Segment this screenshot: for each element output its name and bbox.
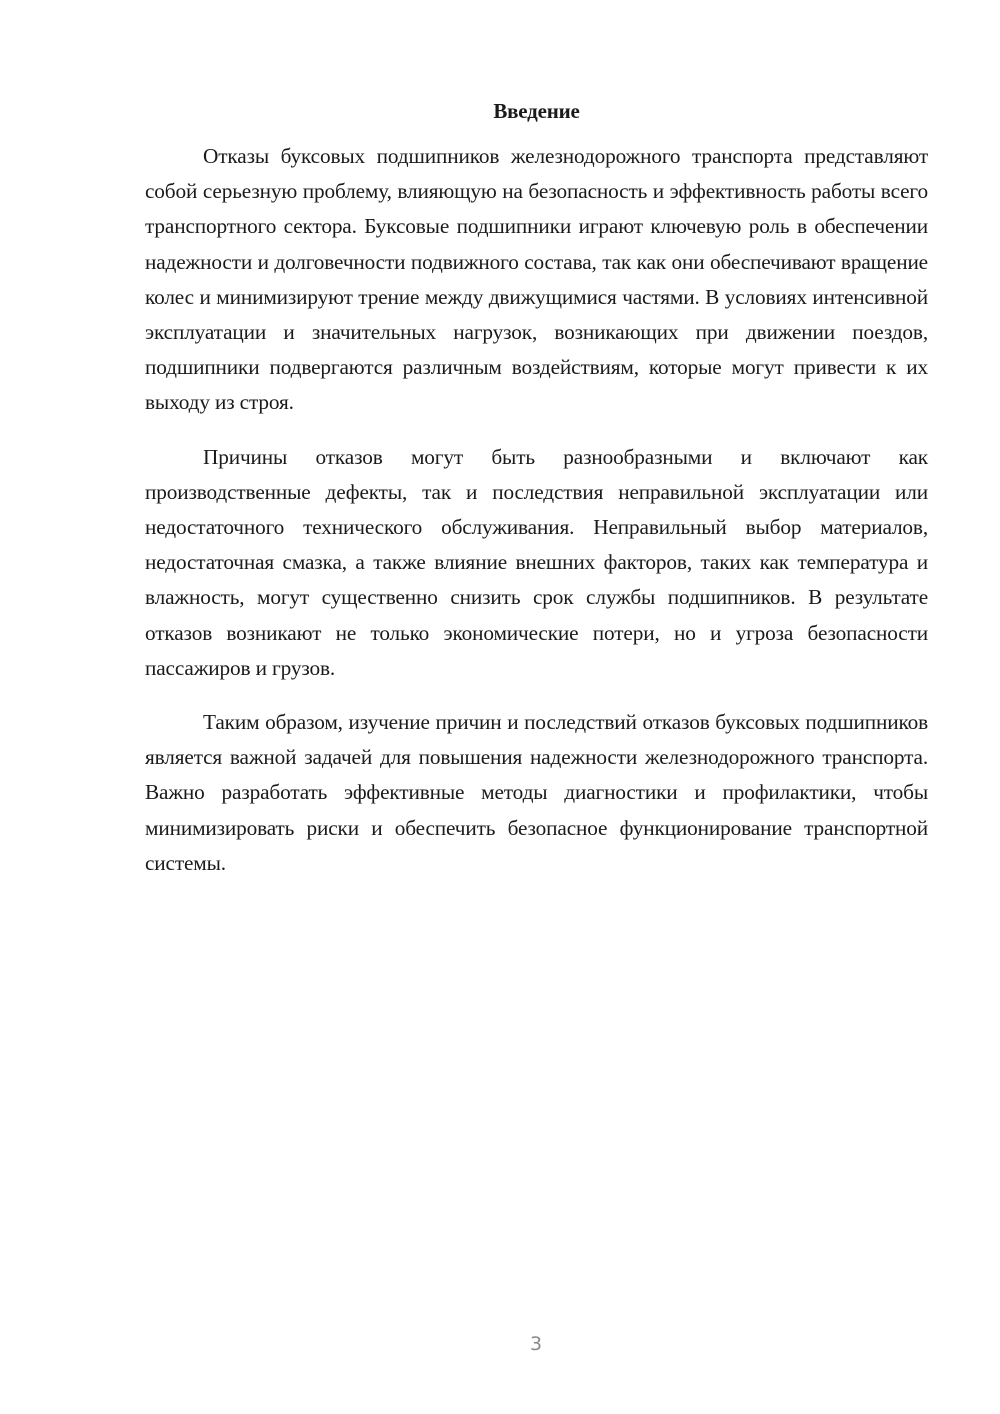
page-number: 3 [529, 1333, 543, 1355]
document-page [145, 95, 928, 900]
section-title: Введение [493, 99, 580, 123]
paragraph-3: Таким образом, изучение причин и последствий отказов буксовых подшипников является важной задачей для повышения надежности железнодорожного транспорта. Важно разработать эффективные методы диагностики и профилактики, чтобы минимизировать риски и обеспечить безопасное функционирование транспортной системы. [145, 710, 928, 875]
paragraph-1: Отказы буксовых подшипников железнодорожного транспорта представляют собой серьезную проблему, влияющую на безопасность и эффективность работы всего транспортного сектора. Буксовые подшипники играют ключевую роль в обеспечении надежности и долговечности подвижного состава, так как они обеспечивают вращение колес и минимизируют трение между движущимися частями. В условиях интенсивной эксплуатации и значительных нагрузок, возникающих при движении поездов, подшипники подвергаются различным воздействиям, которые могут привести к их выходу из строя. [145, 144, 928, 415]
paragraph-2: Причины отказов могут быть разнообразными и включают как производственные дефекты, так и последствия неправильной эксплуатации или недостаточного технического обслуживания. Неправильный выбор материалов, недостаточная смазка, а также влияние внешних факторов, таких как температура и влажность, могут существенно снизить срок службы подшипников. В результате отказов возникают не только экономические потери, но и угроза безопасности пассажиров и грузов. [145, 444, 928, 680]
